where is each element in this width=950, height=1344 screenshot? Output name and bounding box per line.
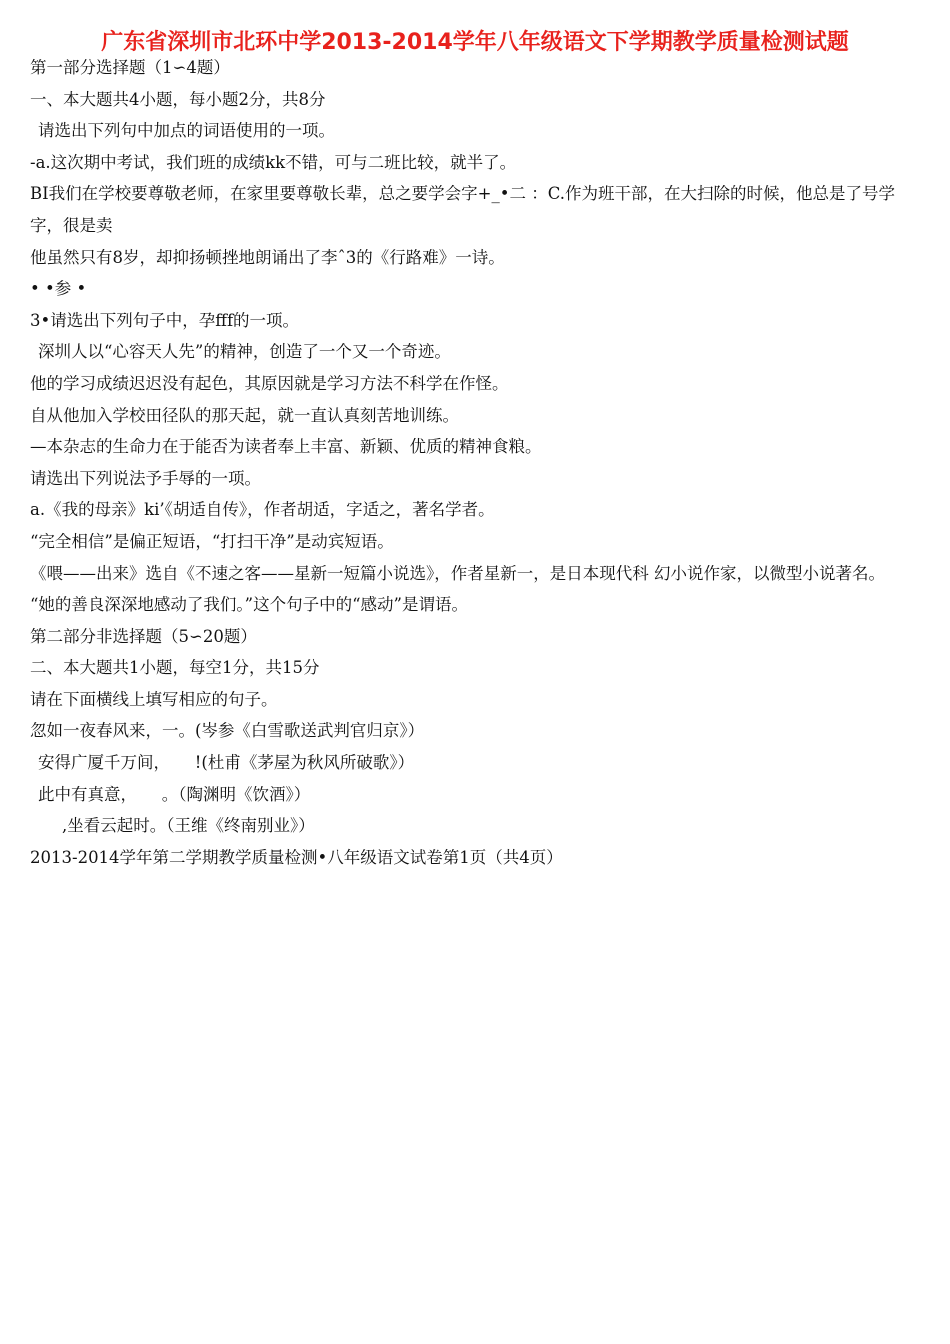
question-4-option-a: a.《我的母亲》ki’《胡适自传》，作者胡适，字适之，著名学者。: [30, 500, 495, 520]
poem-line-4: ,坐看云起时。（王维《终南别业》）: [62, 816, 315, 836]
question-group-heading-two: 二、本大题共1小题，每空1分，共15分: [30, 658, 320, 678]
poem-line-3: 此中有真意， 。（陶渊明《饮酒》）: [38, 784, 311, 804]
page-footer: 2013-2014学年第二学期教学质量检测•八年级语文试卷第1页（共4页）: [30, 847, 563, 867]
question-3-option-b: 他的学习成绩迟迟没有起色，其原因就是学习方法不科学在作怪。: [30, 373, 509, 393]
document-body: [30, 52, 925, 873]
question-4-option-c: 《喂——出来》选自《不速之客——星新一短篇小说选》，作者星新一，是日本现代科 幻小说作家，以微型小说著名。: [30, 563, 885, 583]
question-4-option-b: “完全相信”是偏正短语，“打扫干净”是动宾短语。: [30, 531, 394, 551]
question-3-option-c: 自从他加入学校田径队的那天起，就一直认真刻苦地训练。: [30, 405, 459, 425]
question-group-heading-one: 一、本大题共4小题，每小题2分，共8分: [30, 89, 326, 109]
question-4-option-d: “她的善良深深地感动了我们。”这个句子中的“感动”是谓语。: [30, 595, 468, 615]
question-3-option-a: 深圳人以“心容天人先”的精神，创造了一个又一个奇迹。: [38, 342, 451, 362]
poem-line-1: 忽如一夜春风来，一。(岑参《白雪歌送武判官归京》）: [30, 721, 425, 741]
question-1-option-b-c: BI我们在学校要尊敬老师，在家里要尊敬长辈，总之要学会字+_•二 ：C.作为班干部，在大扫除的时候，他总是了号学字，很是卖: [30, 184, 895, 235]
question-4-prompt: 请选出下列说法予手辱的一项。: [30, 468, 261, 488]
question-5-prompt: 请在下面横线上填写相应的句子。: [30, 689, 278, 709]
document-title: 广东省深圳市北环中学2013-2014学年八年级语文下学期教学质量检测试题: [101, 30, 849, 55]
question-3-prompt: 3•请选出下列句子中，孕fff的一项。: [30, 310, 300, 330]
poem-line-2: 安得广厦千万间， !(杜甫《茅屋为秋风所破歌》）: [38, 753, 415, 773]
question-1-option-d: 他虽然只有8岁，却抑扬顿挫地朗诵出了李ˆ3的《行路难》一诗。: [30, 247, 505, 267]
question-1-prompt: 请选出下列句中加点的词语使用的一项。: [38, 121, 335, 141]
question-1-option-a: -a.这次期中考试，我们班的成绩kk不错，可与二班比较，就半了。: [30, 152, 517, 172]
emphasis-dots-line: • •参 •: [30, 279, 87, 299]
section-heading-part-two: 第二部分非选择题（5∽20题）: [30, 626, 257, 646]
question-3-option-d: —本杂志的生命力在于能否为读者奉上丰富、新颖、优质的精神食粮。: [30, 437, 542, 457]
section-heading-part-one: 第一部分选择题（1∽4题）: [30, 58, 230, 77]
